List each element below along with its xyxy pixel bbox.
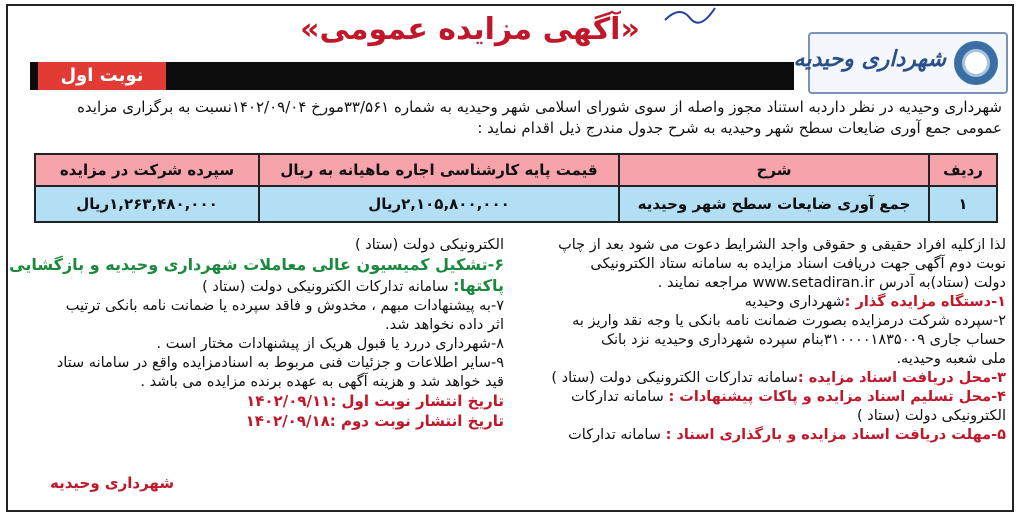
- item-4-line-2: الکترونیکی دولت (ستاد ): [857, 408, 1006, 424]
- item-1-label: ۱-دستگاه مزایده گذار :: [844, 294, 1006, 310]
- invite-line-2: نوبت دوم آگهی جهت دریافت اسناد مزایده به سامانه ستاد الکترونیکی: [590, 256, 1006, 272]
- item-7-line-1: ۷-به پیشنهادات مبهم ، مخدوش و فاقد سپرده یا ضمانت نامه بانکی ترتیب: [65, 298, 504, 314]
- cell-row-number: ۱: [929, 186, 997, 222]
- item-2-line-3: ملی شعبه وحیدیه.: [896, 351, 1006, 367]
- intro-line-1: شهرداری وحیدیه در نظر داردبه استناد مجوز واصله از سوی شورای اسلامی شهر وحیدیه به شماره ۳۳/۵۶۱مورخ ۱۴۰۲/۰۹/۰۴نسبت به برگزاری مزایده: [77, 98, 1002, 116]
- municipality-emblem-icon: [954, 41, 998, 85]
- item-7-line-2: اثر داده نخواهد شد.: [385, 317, 504, 333]
- invite-line-1: لذا ازکلیه افراد حقیقی و حقوقی واجد الشرایط دعوت می شود بعد از چاپ: [558, 237, 1006, 253]
- item-2-line-2: حساب جاری ۳۱۰۰۰۰۱۸۳۵۰۰۹بنام سپرده شهرداری وحیدیه نزد بانک: [601, 332, 1006, 348]
- header-row-number: ردیف: [929, 154, 997, 186]
- date-first-value: ۱۴۰۲/۰۹/۱۱: [246, 392, 331, 410]
- header-base-price: قیمت پایه کارشناسی اجاره ماهیانه به ریال: [259, 154, 619, 186]
- item-3-text: سامانه تدارکات الکترونیکی دولت (ستاد ): [551, 370, 798, 386]
- item-6-heading: [9, 255, 504, 276]
- table-row: [35, 186, 997, 222]
- item-2-line-1: ۲-سپرده شرکت درمزایده بصورت ضمانت نامه بانکی یا وجه نقد واریز به: [572, 313, 1006, 329]
- item-3-label: ۳-محل دریافت اسناد مزایده :: [797, 370, 1006, 386]
- signature: شهرداری وحیدیه: [50, 474, 175, 492]
- invite-line-3: دولت (ستاد)به آدرس www.setadiran.ir مراجعه نمایند .: [657, 275, 1006, 291]
- item-3: [514, 369, 1006, 388]
- item-5: [514, 426, 1006, 445]
- date-first-label: تاریخ انتشار نوبت اول :: [330, 392, 504, 410]
- right-column: [514, 236, 1006, 445]
- auction-table: [34, 153, 998, 223]
- header-description: شرح: [619, 154, 929, 186]
- header-deposit: سپرده شرکت در مزایده: [35, 154, 259, 186]
- item-8: ۸-شهرداری دررد یا قبول هریک از پیشنهادات مختار است .: [156, 336, 504, 352]
- item-6: [14, 276, 504, 297]
- left-column: [9, 236, 504, 432]
- logo-text: شهرداری وحیدیه: [793, 46, 946, 72]
- date-second-value: ۱۴۰۲/۰۹/۱۸: [245, 412, 330, 430]
- date-second-label: تاریخ انتشار نوبت دوم :: [329, 412, 504, 430]
- item-4-label: ۴-محل تسلیم اسناد مزایده و پاکات پیشنهادات :: [668, 389, 1006, 405]
- municipality-logo: [793, 32, 1008, 94]
- item-6-label-b: پاکتها:: [453, 276, 504, 295]
- item-4-text: سامانه تدارکات: [571, 389, 669, 405]
- item-1: [514, 293, 1006, 312]
- item-6-text: سامانه تدارکات الکترونیکی دولت (ستاد ): [202, 279, 454, 295]
- item-9-line-1: ۹-سایر اطلاعات و جزئیات فنی مربوط به اسنادمزایده واقع در سامانه ستاد: [56, 355, 504, 371]
- item-4: [514, 388, 1006, 407]
- cell-deposit: ۱,۲۶۳,۴۸۰,۰۰۰ریال: [35, 186, 259, 222]
- pen-mark-icon: [660, 0, 720, 30]
- item-5-text: سامانه تدارکات: [568, 427, 666, 443]
- notice-title: «آگهی مزایده عمومی»: [300, 12, 640, 47]
- item-5-label: ۵-مهلت دریافت اسناد مزایده و بارگذاری اسناد :: [665, 427, 1006, 443]
- round-badge: نوبت اول: [38, 62, 166, 90]
- continued-line: الکترونیکی دولت (ستاد ): [355, 237, 504, 253]
- item-9-line-2: قید خواهد شد و هزینه آگهی به عهده برنده مزایده می باشد .: [140, 374, 504, 390]
- cell-description: جمع آوری ضایعات سطح شهر وحیدیه: [619, 186, 929, 222]
- date-first: [14, 392, 504, 412]
- table-header-row: [35, 154, 997, 186]
- date-second: [14, 412, 504, 432]
- cell-base-price: ۲,۱۰۵,۸۰۰,۰۰۰ریال: [259, 186, 619, 222]
- item-6-label: ۶-تشکیل کمیسیون عالی معاملات شهرداری وحیدیه و بازگشایی: [9, 255, 504, 274]
- item-1-text: شهرداری وحیدیه: [744, 294, 845, 310]
- intro-line-2: عمومی جمع آوری ضایعات سطح شهر وحیدیه به شرح جدول مندرج ذیل اقدام نماید :: [477, 119, 1002, 137]
